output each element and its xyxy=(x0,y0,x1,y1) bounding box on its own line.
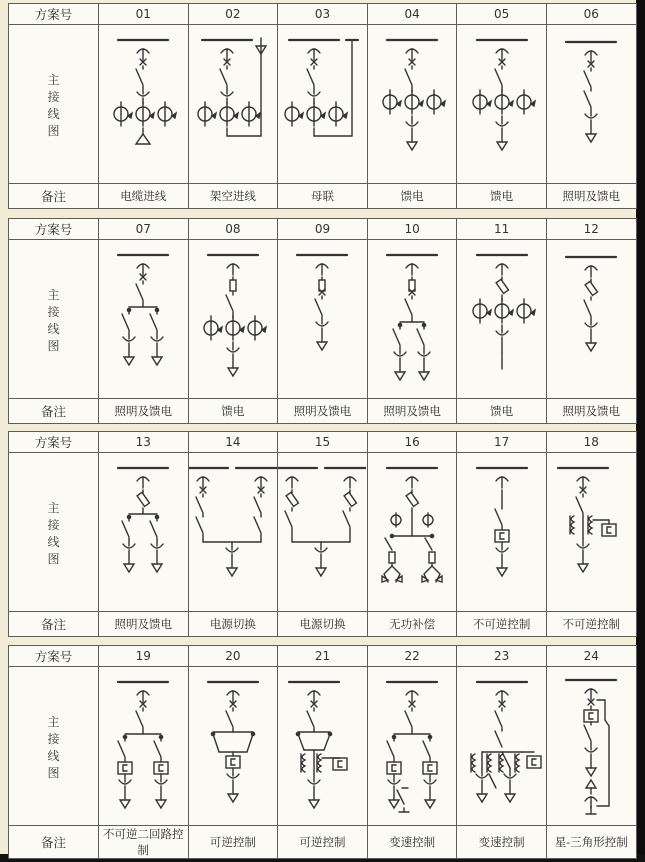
wiring-diagram-cell xyxy=(367,240,457,399)
wiring-diagram-power-switchover-fuse-icon xyxy=(278,454,366,610)
scheme-remark: 电源切换 xyxy=(278,612,368,637)
wiring-diagram-feeder-ct-a-icon xyxy=(368,26,456,182)
wiring-diagram-fuse-dual-branch-b-icon xyxy=(99,454,187,610)
wiring-diagram-cell xyxy=(188,240,278,399)
wiring-diagram-cell xyxy=(278,25,368,184)
main-wiring-label-text xyxy=(47,287,59,355)
remarks-label: 备注 xyxy=(9,612,99,637)
wiring-diagram-non-reversible-two-circuit-icon xyxy=(99,668,187,824)
wiring-diagram-cell xyxy=(188,667,278,826)
wiring-diagram-cell xyxy=(367,667,457,826)
scheme-number: 22 xyxy=(367,646,457,667)
main-wiring-char: 线 xyxy=(47,106,60,121)
scheme-remark: 照明及馈电 xyxy=(546,399,636,424)
scheme-number: 15 xyxy=(278,432,368,453)
scheme-remark: 照明及馈电 xyxy=(278,399,368,424)
wiring-diagram-cell xyxy=(99,667,189,826)
main-wiring-char: 主 xyxy=(47,287,60,302)
scheme-remark: 电源切换 xyxy=(188,612,278,637)
wiring-diagram-cell xyxy=(546,667,636,826)
wiring-diagram-cell xyxy=(99,453,189,612)
scheme-number-row xyxy=(9,432,637,453)
scheme-number: 10 xyxy=(367,219,457,240)
remarks-label: 备注 xyxy=(9,399,99,424)
scheme-remark: 可逆控制 xyxy=(188,826,278,859)
wiring-diagram-cell xyxy=(457,453,547,612)
wiring-diagram-speed-change-b-icon xyxy=(458,668,546,824)
remarks-row xyxy=(9,612,637,637)
scheme-number: 08 xyxy=(188,219,278,240)
main-wiring-char: 接 xyxy=(47,731,60,746)
scheme-table-2 xyxy=(8,218,637,424)
scheme-number: 21 xyxy=(278,646,368,667)
scheme-number: 06 xyxy=(546,4,636,25)
wiring-diagram-cell xyxy=(278,667,368,826)
scheme-table-1 xyxy=(8,3,637,209)
scheme-number: 13 xyxy=(99,432,189,453)
wiring-diagram-cell xyxy=(367,25,457,184)
scheme-remark: 馈电 xyxy=(367,184,457,209)
wiring-diagram-fuse-switch-feeder-icon xyxy=(278,241,366,397)
wiring-diagram-fuse-ct-feeder-icon xyxy=(189,241,277,397)
main-wiring-label-text xyxy=(47,714,59,782)
scheme-number: 12 xyxy=(546,219,636,240)
wiring-diagram-fuse-single-icon xyxy=(547,241,635,397)
wiring-diagram-reactive-compensation-icon xyxy=(368,454,456,610)
scheme-number-row xyxy=(9,219,637,240)
scheme-number: 24 xyxy=(546,646,636,667)
main-wiring-char: 接 xyxy=(47,517,60,532)
scheme-number: 11 xyxy=(457,219,547,240)
scheme-remark: 馈电 xyxy=(457,399,547,424)
scheme-table-3 xyxy=(8,431,637,637)
scheme-remark: 照明及馈电 xyxy=(99,612,189,637)
wiring-diagram-star-delta-icon xyxy=(547,668,635,824)
scheme-number-label: 方案号 xyxy=(9,4,99,25)
main-wiring-label xyxy=(9,240,99,399)
main-wiring-char: 主 xyxy=(47,72,60,87)
remarks-row xyxy=(9,826,637,859)
main-wiring-char: 图 xyxy=(47,123,60,138)
main-wiring-char: 接 xyxy=(47,89,60,104)
main-wiring-label-text xyxy=(47,500,59,568)
scheme-number: 07 xyxy=(99,219,189,240)
wiring-diagram-cell xyxy=(188,25,278,184)
wiring-diagram-reversible-b-icon xyxy=(278,668,366,824)
scheme-number: 23 xyxy=(457,646,547,667)
main-wiring-char: 接 xyxy=(47,304,60,319)
wiring-diagram-cell xyxy=(546,25,636,184)
main-wiring-char: 线 xyxy=(47,534,60,549)
wiring-diagram-feeder-ct-b-icon xyxy=(458,26,546,182)
main-wiring-label-text xyxy=(47,72,59,140)
scheme-remark: 馈电 xyxy=(457,184,547,209)
wiring-diagram-speed-change-a-icon xyxy=(368,668,456,824)
scheme-number: 19 xyxy=(99,646,189,667)
scheme-remark: 不可逆控制 xyxy=(457,612,547,637)
main-wiring-label xyxy=(9,667,99,826)
scheme-remark: 无功补偿 xyxy=(367,612,457,637)
remarks-label: 备注 xyxy=(9,184,99,209)
scheme-number: 16 xyxy=(367,432,457,453)
page-right-edge xyxy=(636,0,645,862)
scheme-remark: 不可逆二回路控制 xyxy=(99,826,189,859)
wiring-diagram-cell xyxy=(546,453,636,612)
scheme-number: 04 xyxy=(367,4,457,25)
scheme-number-row xyxy=(9,646,637,667)
scheme-number-row xyxy=(9,4,637,25)
scheme-number-label: 方案号 xyxy=(9,219,99,240)
wiring-diagram-overhead-incoming-icon xyxy=(189,26,277,182)
wiring-diagram-cell xyxy=(546,240,636,399)
main-wiring-row xyxy=(9,667,637,826)
main-wiring-row xyxy=(9,25,637,184)
main-wiring-char: 主 xyxy=(47,500,60,515)
wiring-diagram-cell xyxy=(188,453,278,612)
scheme-number-label: 方案号 xyxy=(9,432,99,453)
scheme-remark: 母联 xyxy=(278,184,368,209)
scheme-number: 02 xyxy=(188,4,278,25)
scheme-number: 18 xyxy=(546,432,636,453)
scheme-number: 05 xyxy=(457,4,547,25)
wiring-diagram-cell xyxy=(457,240,547,399)
scheme-number: 14 xyxy=(188,432,278,453)
wiring-diagram-cable-incoming-icon xyxy=(99,26,187,182)
wiring-diagram-dual-branch-icon xyxy=(99,241,187,397)
scheme-remark: 架空进线 xyxy=(188,184,278,209)
main-wiring-char: 线 xyxy=(47,321,60,336)
wiring-diagram-cell xyxy=(457,25,547,184)
scheme-remark: 馈电 xyxy=(188,399,278,424)
scheme-number: 03 xyxy=(278,4,368,25)
scheme-number: 17 xyxy=(457,432,547,453)
scheme-table-4 xyxy=(8,645,637,859)
wiring-diagram-non-reversible-a-icon xyxy=(458,454,546,610)
wiring-diagram-power-switchover-breaker-icon xyxy=(189,454,277,610)
scheme-remark: 不可逆控制 xyxy=(546,612,636,637)
main-wiring-row xyxy=(9,240,637,399)
scheme-remark: 电缆进线 xyxy=(99,184,189,209)
scheme-number: 20 xyxy=(188,646,278,667)
wiring-diagram-reversible-a-icon xyxy=(189,668,277,824)
main-wiring-row xyxy=(9,453,637,612)
main-wiring-char: 图 xyxy=(47,765,60,780)
scheme-remark: 变速控制 xyxy=(457,826,547,859)
main-wiring-char: 图 xyxy=(47,338,60,353)
scheme-remark: 照明及馈电 xyxy=(367,399,457,424)
main-wiring-label xyxy=(9,25,99,184)
wiring-diagram-bus-tie-icon xyxy=(278,26,366,182)
scheme-number: 09 xyxy=(278,219,368,240)
main-wiring-char: 图 xyxy=(47,551,60,566)
wiring-diagram-cell xyxy=(278,453,368,612)
remarks-row xyxy=(9,184,637,209)
wiring-diagram-cell xyxy=(278,240,368,399)
wiring-diagram-cell xyxy=(99,25,189,184)
wiring-diagram-fuse-dual-branch-icon xyxy=(368,241,456,397)
scheme-number-label: 方案号 xyxy=(9,646,99,667)
wiring-diagram-fuse-ct-line-icon xyxy=(458,241,546,397)
wiring-diagram-lighting-feeder-single-icon xyxy=(547,26,635,182)
scheme-remark: 照明及馈电 xyxy=(546,184,636,209)
wiring-diagram-cell xyxy=(457,667,547,826)
remarks-label: 备注 xyxy=(9,826,99,859)
main-wiring-label xyxy=(9,453,99,612)
wiring-diagram-cell xyxy=(367,453,457,612)
scheme-number: 01 xyxy=(99,4,189,25)
wiring-diagram-cell xyxy=(99,240,189,399)
wiring-diagram-non-reversible-b-icon xyxy=(547,454,635,610)
scheme-remark: 变速控制 xyxy=(367,826,457,859)
scheme-remark: 星-三角形控制 xyxy=(546,826,636,859)
main-wiring-char: 主 xyxy=(47,714,60,729)
scheme-remark: 照明及馈电 xyxy=(99,399,189,424)
main-wiring-char: 线 xyxy=(47,748,60,763)
remarks-row xyxy=(9,399,637,424)
scheme-remark: 可逆控制 xyxy=(278,826,368,859)
